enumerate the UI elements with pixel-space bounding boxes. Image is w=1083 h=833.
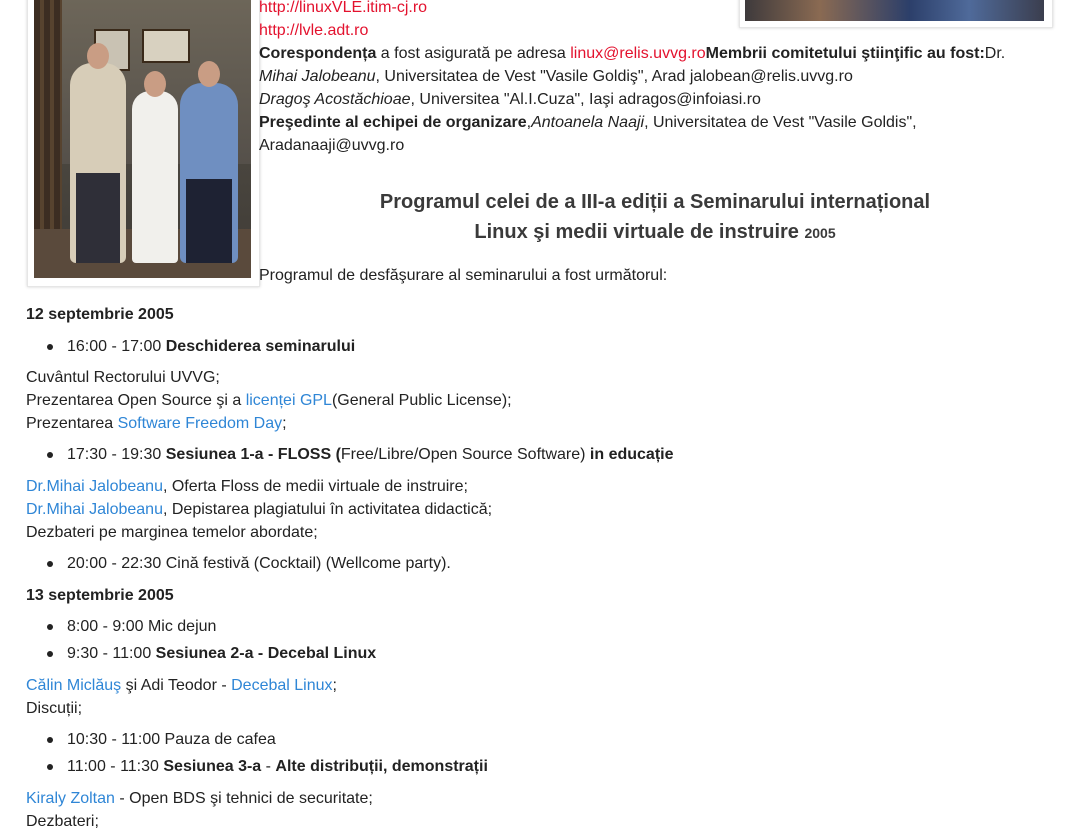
day1-session-opening [67,335,355,358]
note-text: Prezentarea Open Source şi a [26,392,246,409]
day2-breakfast: 8:00 - 9:00 Mic dejun [67,615,216,638]
day2-note-decebal [26,674,337,697]
jalobeanu-link[interactable]: Dr.Mihai Jalobeanu [26,478,163,495]
session-title: Deschiderea seminarului [165,338,356,355]
thumbnail-frame [739,0,1053,28]
day1-note-debates: Dezbateri pe marginea temelor abordate; [26,524,318,541]
decebal-link[interactable]: Decebal Linux [231,677,333,694]
member-2-info: , Universitea "Al.I.Cuza", Iaşi adragos@infoiasi.ro [410,91,761,108]
gpl-link[interactable]: licenței GPL [245,392,332,409]
time: 16:00 - 17:00 [67,338,166,355]
group-photo [34,0,251,278]
note-text: Prezentarea [26,415,118,432]
president-label: Preşedinte al echipei de organizare [259,114,527,131]
membrii-tail: Dr. [984,45,1006,62]
time: 9:30 - 11:00 [67,645,156,662]
president-name: Antoanela Naaji [531,114,645,131]
president-info: , Universitatea de Vest "Vasile Goldis", [644,114,917,131]
member-2-name: Dragoş Acostăchioae [259,91,411,108]
day2-note-discussions: Discuții; [26,700,83,717]
session-title: Sesiunea 3-a [163,758,262,775]
note-text: , Oferta Floss de medii virtuale de instruire; [162,478,468,495]
program-heading-line2 [259,217,1051,248]
day2-session-decebal [67,642,376,665]
day1-session-dinner: 20:00 - 22:30 Cină festivă (Cocktail) (Wellcome party). [67,552,451,575]
miclaus-link[interactable]: Călin Miclăuş [26,677,122,694]
time: 17:30 - 19:30 [67,446,166,463]
session-title: Sesiunea 2-a - Decebal Linux [155,645,377,662]
photo-frame [27,0,260,287]
corespondenta-label: Corespondența [259,45,377,62]
session-tail: in educație [585,446,674,463]
program-heading-line1: Programul celei de a III-a ediții a Seminarului internațional [379,191,931,213]
link-lvle[interactable]: http://lvle.adt.ro [259,22,369,39]
program-intro: Programul de desfăşurare al seminarului a fost următorul: [259,267,668,284]
thumbnail-image[interactable] [745,0,1044,21]
corespondenta-line [259,42,1005,65]
day2-coffee-break: 10:30 - 11:00 Pauza de cafea [67,728,276,751]
session-title-2: Alte distribuții, demonstrații [275,758,488,775]
session-mid: Free/Libre/Open Source Software) [340,446,586,463]
day2-date: 13 septembrie 2005 [26,587,174,604]
member-1-name: Mihai Jalobeanu [259,68,376,85]
day1-note-gpl [26,389,512,412]
email-link[interactable]: linux@relis.uvvg.ro [570,45,706,62]
session-title: Sesiunea 1-a - FLOSS ( [165,446,341,463]
president-sep: , [526,114,532,131]
member-1 [259,65,853,88]
note-text: (General Public License); [331,392,512,409]
note-text: şi Adi Teodor - [121,677,232,694]
day1-note-rector: Cuvântul Rectorului UVVG; [26,369,220,386]
heading-title: Linux şi medii virtuale de instruire [474,221,799,243]
note-text: - Open BDS şi tehnici de securitate; [114,790,373,807]
day1-note-floss-offer [26,475,468,498]
heading-year: 2005 [804,225,836,241]
day1-session-floss [67,443,674,466]
note-text: ; [282,415,287,432]
day1-note-plagiarism [26,498,492,521]
day1-note-sfd [26,412,287,435]
member-1-info: , Universitatea de Vest "Vasile Goldiş", Arad jalobean@relis.uvvg.ro [375,68,853,85]
session-sep: - [261,758,276,775]
day1-date: 12 septembrie 2005 [26,306,174,323]
note-text: , Depistarea plagiatului în activitatea didactică; [162,501,493,518]
note-text: ; [332,677,337,694]
president-info-2: Aradanaaji@uvvg.ro [259,137,405,154]
membrii-label: Membrii comitetului ştiinţific au fost: [705,45,985,62]
link-linuxvle[interactable]: http://linuxVLE.itim-cj.ro [259,0,428,16]
day2-note-kiraly [26,787,373,810]
kiraly-link[interactable]: Kiraly Zoltan [26,790,115,807]
time: 11:00 - 11:30 [67,758,164,775]
day2-session-distros [67,755,488,778]
jalobeanu-link[interactable]: Dr.Mihai Jalobeanu [26,501,163,518]
day2-note-debates: Dezbateri; [26,813,99,830]
member-2 [259,88,761,111]
president [259,111,917,134]
sfd-link[interactable]: Software Freedom Day [117,415,283,432]
corespondenta-text: a fost asigurată pe adresa [376,45,571,62]
